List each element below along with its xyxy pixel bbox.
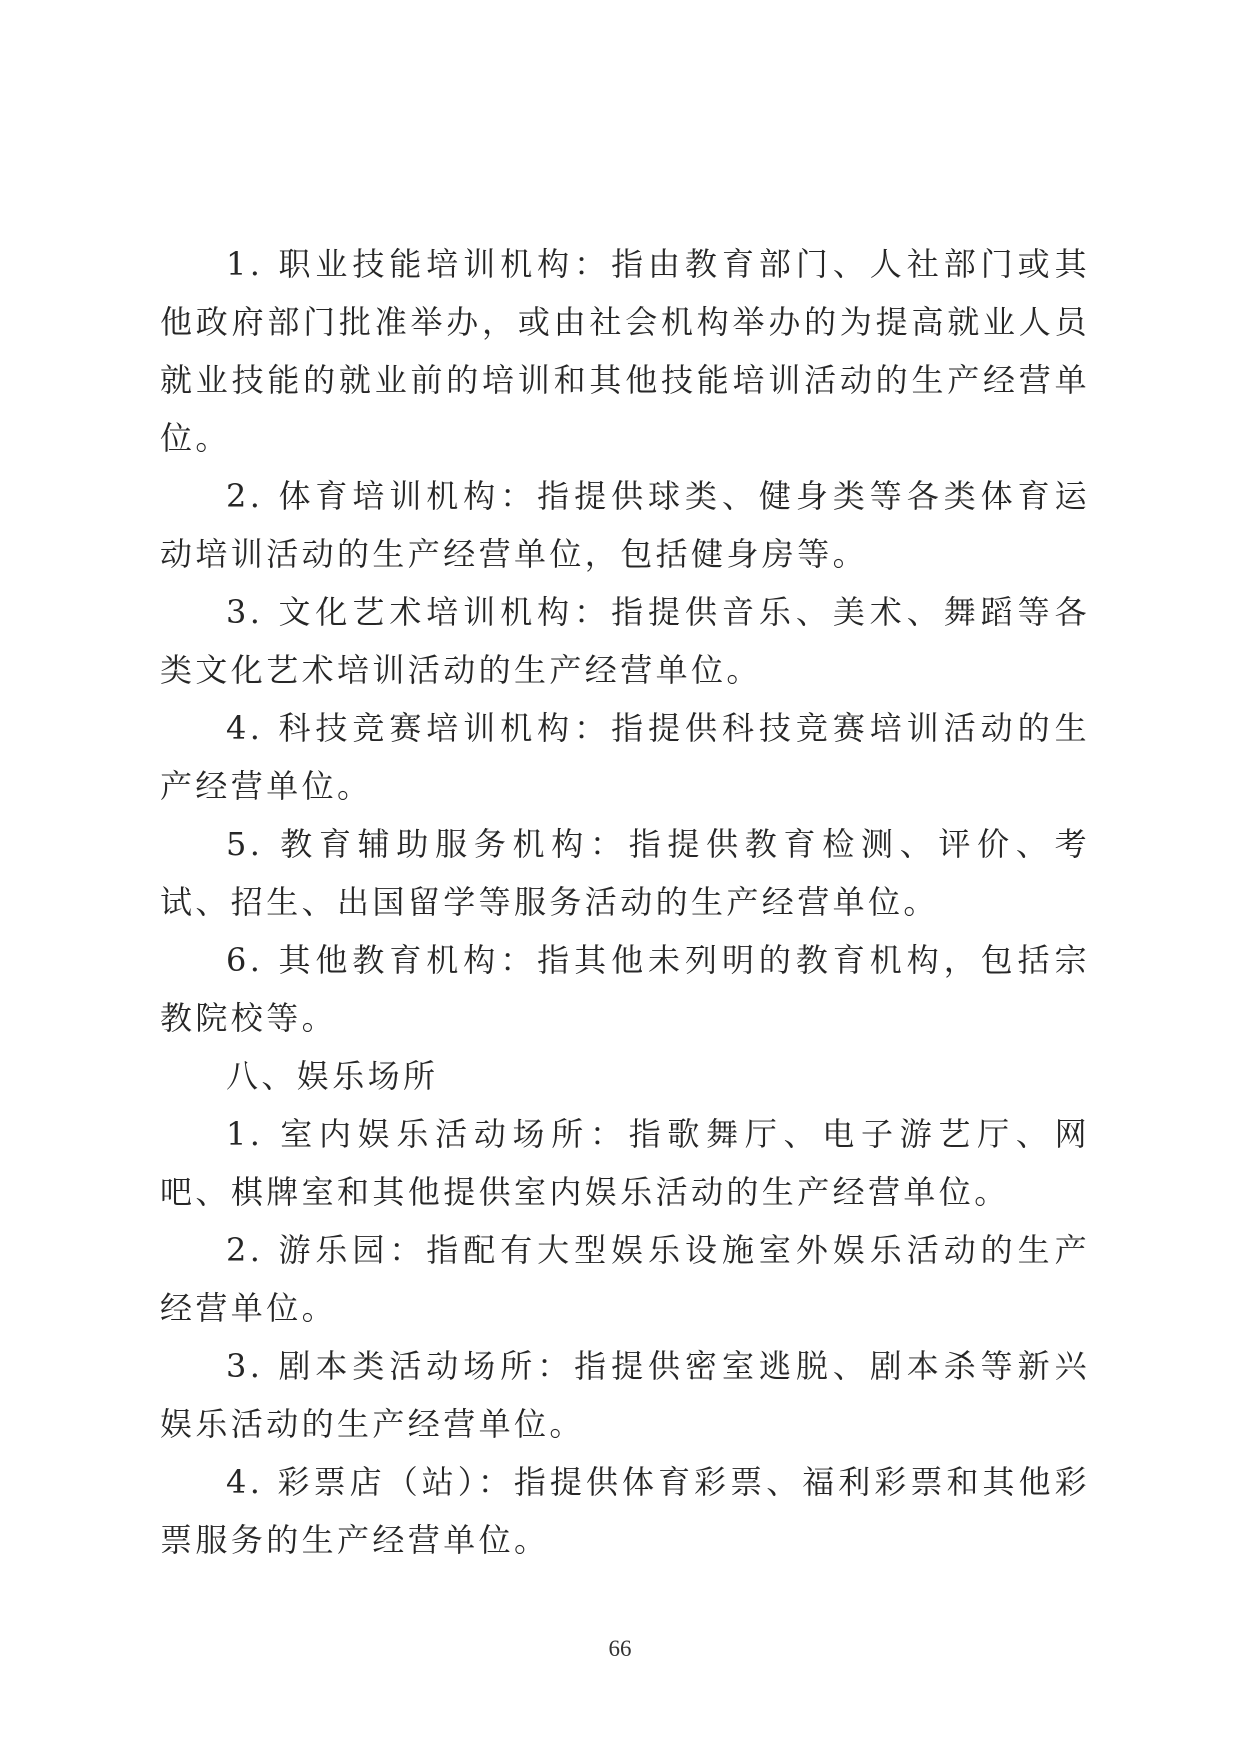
paragraph-vocational-training: 1. 职业技能培训机构：指由教育部门、人社部门或其他政府部门批准举办，或由社会机构举办的为提高就业人员就业技能的就业前的培训和其他技能培训活动的生产经营单位。: [160, 245, 1090, 457]
paragraph-indoor-entertainment: 1. 室内娱乐活动场所：指歌舞厅、电子游艺厅、网吧、棋牌室和其他提供室内娱乐活动的生产经营单位。: [160, 1115, 1090, 1211]
paragraph-tech-competition-training: 4. 科技竞赛培训机构：指提供科技竞赛培训活动的生产经营单位。: [160, 709, 1090, 805]
paragraph-other-education: 6. 其他教育机构：指其他未列明的教育机构，包括宗教院校等。: [160, 941, 1090, 1037]
paragraph-amusement-park: 2. 游乐园：指配有大型娱乐设施室外娱乐活动的生产经营单位。: [160, 1231, 1090, 1327]
document-body: [160, 235, 1090, 1569]
section-heading-entertainment: 八、娱乐场所: [226, 1057, 439, 1095]
paragraph-lottery-store: 4. 彩票店（站）：指提供体育彩票、福利彩票和其他彩票服务的生产经营单位。: [160, 1463, 1090, 1559]
paragraph-arts-training: 3. 文化艺术培训机构：指提供音乐、美术、舞蹈等各类文化艺术培训活动的生产经营单位。: [160, 593, 1090, 689]
paragraph-script-venues: 3. 剧本类活动场所：指提供密室逃脱、剧本杀等新兴娱乐活动的生产经营单位。: [160, 1347, 1090, 1443]
paragraph-sports-training: 2. 体育培训机构：指提供球类、健身类等各类体育运动培训活动的生产经营单位，包括健身房等。: [160, 477, 1090, 573]
page-number: 66: [608, 1636, 632, 1661]
paragraph-education-support: 5. 教育辅助服务机构：指提供教育检测、评价、考试、招生、出国留学等服务活动的生产经营单位。: [160, 825, 1090, 921]
